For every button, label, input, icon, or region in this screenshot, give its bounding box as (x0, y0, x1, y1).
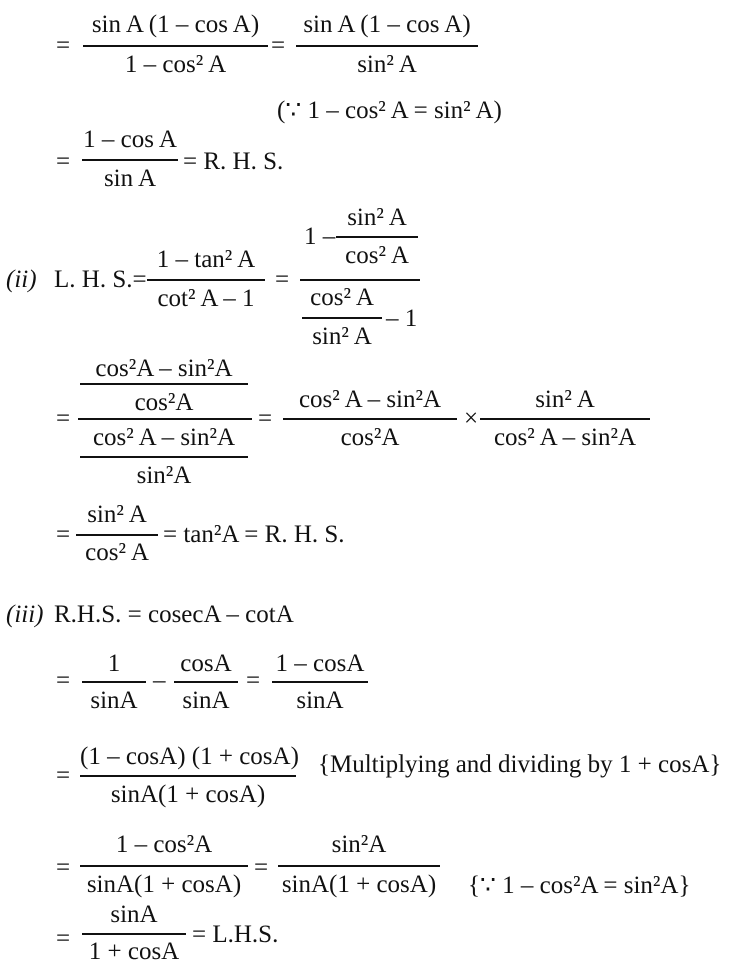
fraction-bar (80, 775, 296, 777)
result-text: = L.H.S. (192, 921, 279, 948)
fraction-numerator: 1 – cos²A (115, 831, 213, 858)
fraction-bar (82, 681, 146, 683)
main-fraction-bar (78, 418, 252, 420)
fraction-numerator: cos² A – sin²A (298, 386, 442, 413)
nested-denominator: cos²A (134, 389, 194, 416)
equals-sign: = (56, 667, 71, 694)
part-label-ii: (ii) (6, 266, 37, 293)
rhs-statement: R.H.S. = cosecA – cotA (54, 601, 294, 628)
part-label-iii: (iii) (6, 601, 44, 628)
fraction-bar (302, 317, 382, 319)
fraction-denominator: 1 + cosA (88, 938, 180, 965)
fraction-denominator: sinA (90, 687, 138, 714)
nested-denominator: sin²A (136, 462, 192, 489)
fraction-bar (174, 681, 238, 683)
equals-sign: = (258, 405, 273, 432)
fraction-bar (82, 933, 186, 935)
nested-numerator: sin² A (347, 204, 407, 231)
fraction-bar (80, 865, 248, 867)
fraction-numerator: sin A (1 – cos A) (303, 11, 471, 38)
fraction-denominator: sinA (296, 687, 344, 714)
equals-sign: = (56, 854, 71, 881)
nested-denominator: sin² A (312, 323, 372, 350)
fraction-numerator: sin² A (87, 501, 147, 528)
equals-sign: = (275, 266, 290, 293)
nested-denominator: cos² A (345, 242, 409, 269)
fraction-numerator: sin² A (535, 386, 595, 413)
fraction-numerator: cosA (180, 650, 232, 677)
fraction-denominator: cos² A (85, 539, 149, 566)
fraction-denominator: sinA(1 + cosA) (86, 871, 242, 898)
lhs-label: L. H. S.= (54, 266, 147, 293)
equals-sign: = (271, 32, 286, 59)
fraction-numerator: sin A (1 – cos A) (91, 11, 260, 38)
fraction-bar (80, 456, 248, 458)
one-minus: 1 – (304, 223, 336, 250)
nested-numerator: cos² A – sin²A (92, 424, 236, 451)
equals-sign: = (56, 148, 71, 175)
equals-sign: = (56, 521, 71, 548)
fraction-denominator: cos²A (340, 424, 400, 451)
fraction-denominator: sinA(1 + cosA) (281, 871, 437, 898)
fraction-bar (147, 279, 265, 281)
fraction-denominator: cos² A – sin²A (493, 424, 637, 451)
equals-sign: = (56, 32, 71, 59)
equals-sign: = (246, 667, 261, 694)
fraction-bar (480, 418, 650, 420)
equals-sign: = (56, 405, 71, 432)
minus-sign: – (153, 667, 166, 694)
result-text: = R. H. S. (183, 148, 284, 175)
minus-one: – 1 (386, 305, 418, 332)
fraction-bar (82, 159, 178, 161)
fraction-numerator: sinA (110, 901, 158, 928)
fraction-numerator: 1 – tan² A (156, 246, 256, 273)
fraction-bar (76, 534, 158, 536)
fraction-bar (272, 681, 368, 683)
fraction-numerator: 1 – cosA (275, 650, 365, 677)
fraction-denominator: sinA (182, 687, 230, 714)
fraction-numerator: (1 – cosA) (1 + cosA) (80, 743, 299, 770)
fraction-numerator: 1 (107, 650, 121, 677)
fraction-denominator: cot² A – 1 (157, 285, 255, 312)
result-text: = tan²A = R. H. S. (163, 521, 345, 548)
method-note: {Multiplying and dividing by 1 + cosA} (318, 751, 722, 778)
fraction-bar (83, 45, 268, 47)
times-sign: × (464, 405, 479, 432)
equals-sign: = (254, 854, 269, 881)
fraction-denominator: sin² A (357, 51, 417, 78)
fraction-numerator: sin²A (331, 831, 387, 858)
fraction-bar (336, 236, 418, 238)
main-fraction-bar (300, 279, 420, 281)
fraction-bar (296, 45, 478, 47)
fraction-denominator: sinA(1 + cosA) (110, 781, 266, 808)
identity-note: {∵ 1 – cos²A = sin²A} (468, 872, 691, 899)
nested-numerator: cos² A (310, 284, 374, 311)
fraction-denominator: sin A (103, 165, 157, 192)
fraction-bar (80, 383, 248, 385)
equals-sign: = (56, 762, 71, 789)
fraction-numerator: 1 – cos A (83, 126, 177, 153)
equals-sign: = (56, 925, 71, 952)
fraction-denominator: 1 – cos² A (124, 51, 227, 78)
nested-numerator: cos²A – sin²A (95, 355, 233, 382)
identity-note: (∵ 1 – cos² A = sin² A) (277, 97, 502, 124)
fraction-bar (278, 865, 440, 867)
fraction-bar (283, 418, 457, 420)
